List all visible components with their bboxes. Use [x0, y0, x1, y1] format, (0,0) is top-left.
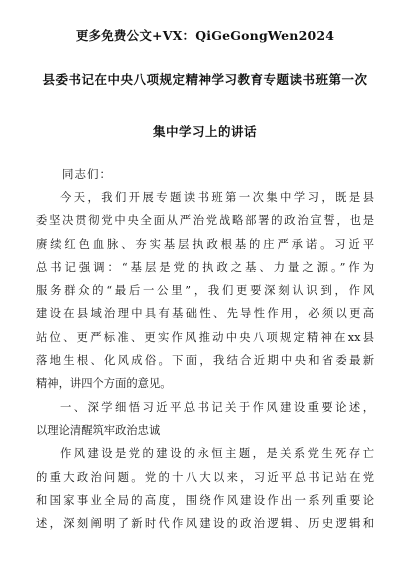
document-title-line-2: 集中学习上的讲话 [152, 124, 257, 139]
body-line: 和国家事业全局的高度，围绕作风建设作出一系列重要论 [36, 493, 374, 507]
body-text [36, 186, 374, 535]
body-line: 作风建设是党的建设的永恒主题，是关系党生死存亡 [60, 447, 374, 461]
body-line: 赓续红色血脉、夯实基层执政根基的庄严承诺。习近平 [36, 237, 374, 251]
watermark-text: 更多免费公文+VX：QiGeGongWen2024 [75, 28, 335, 43]
section-heading-line: 一、深学细悟习近平总书记关于作风建设重要论述， [60, 400, 374, 414]
section-heading-line: 以理论清醒筑牢政治忠诚 [36, 423, 161, 437]
body-line: 述，深刻阐明了新时代作风建设的政治逻辑、历史逻辑和 [36, 517, 374, 531]
document-title-line-1: 县委书记在中央八项规定精神学习教育专题读书班第一次 [42, 72, 368, 87]
body-line: 建设在县域治理中具有基础性、先导性作用，必须以更高 [36, 307, 374, 321]
body-line: 站位、更严标准、更实作风推动中央八项规定精神在xx县 [36, 330, 374, 344]
body-line: 精神，讲四个方面的意见。 [36, 377, 172, 391]
body-line: 总书记强调：“基层是党的执政之基、力量之源。”作为 [36, 260, 374, 274]
body-line: 服务群众的“最后一公里”，我们更要深刻认识到，作风 [36, 284, 374, 298]
body-line: 今天，我们开展专题读书班第一次集中学习，既是县 [60, 191, 374, 204]
salutation: 同志们： [62, 167, 112, 181]
body-line: 的重大政治问题。党的十八大以来，习近平总书记站在党 [36, 470, 374, 484]
body-line: 委坚决贯彻党中央全面从严治党战略部署的政治宣誓，也是 [36, 214, 374, 228]
body-line: 落地生根、化风成俗。下面，我结合近期中央和省委最新 [36, 354, 374, 368]
